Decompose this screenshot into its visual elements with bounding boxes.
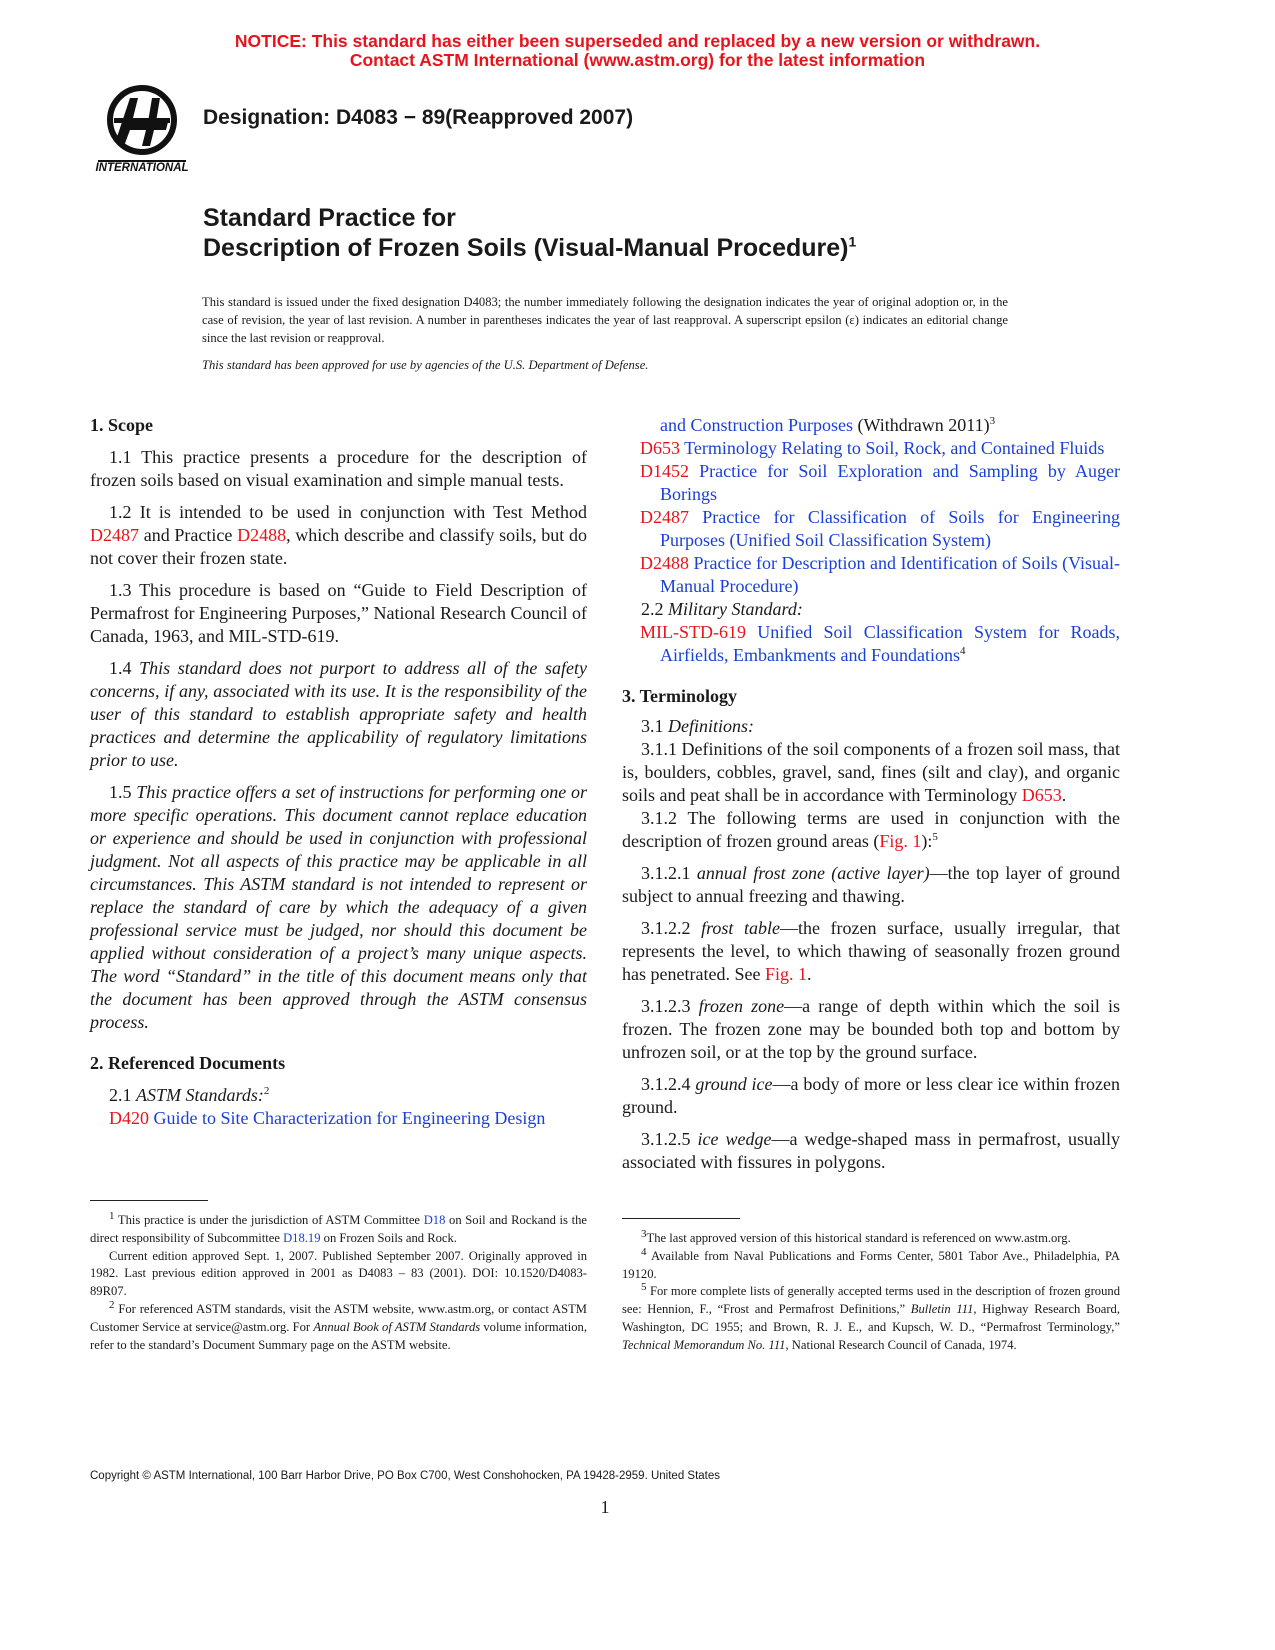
footnote-5-text-a: For more complete lists of generally accepted terms used in the description of frozen ground see: Hennion, F., “Frost and Permafrost Definitions,” [622,1284,1120,1317]
designation: Designation: D4083 − 89(Reapproved 2007) [203,106,634,129]
ref-item-title[interactable]: Practice for Description and Identification of Soils (Visual-Manual Procedure) [660,553,1120,596]
page-number: 1 [600,1497,610,1517]
para-3-1-2-2-text-b: . [806,964,812,984]
para-3-1-2-3 [622,995,1120,1064]
para-2-1 [90,1084,587,1107]
footnote-4-marker: 4 [641,1245,647,1258]
ref-item [622,460,1120,506]
para-3-1-2-4-text: —a body of more or less clear ice within frozen ground. [622,1074,1121,1117]
para-3-1-2-5-number: 3.1.2.5 [641,1129,698,1149]
footnote-1-text-c: on Frozen Soils and Rock. [320,1230,457,1245]
footnote-3-marker: 3 [641,1227,647,1240]
link-d18-19[interactable]: D18.19 [283,1230,321,1245]
term-frozen-zone: frozen zone [698,996,785,1016]
link-d18[interactable]: D18 [423,1213,446,1227]
footnote-5 [622,1283,1120,1354]
footnote-4 [622,1245,1120,1284]
title-line-1: Standard Practice for [203,204,456,232]
footnote-5-italic-1: Bulletin 111 [910,1302,974,1317]
para-3-1-2-text-b: ): [921,831,933,851]
footnote-1 [90,1209,587,1248]
astm-logo-icon [92,82,192,174]
notice-line-2: Contact ASTM International (www.astm.org) for the latest information [349,50,926,70]
footnote-1-edition: Current edition approved Sept. 1, 2007. Published September 2007. Originally approved in 1982. Last previous edition approved in 2001 as D4083 – 83 (2001). DOI: 10.1520/D4083-89R07. [90,1248,587,1299]
para-3-1-number: 3.1 [641,716,668,736]
para-1-2 [90,501,587,570]
ref-d420-footnote-ref[interactable]: 3 [989,415,996,427]
para-1-5 [90,781,587,1034]
para-1-4-text: This standard does not purport to address all of the safety concerns, if any, associated with its use. It is the responsibility of the user of this standard to establish appropriate safety and health practices and determine the applicability of regulatory limitations prior to use. [90,658,587,770]
ref-d420-code[interactable]: D420 [109,1108,149,1128]
footnote-5-text-c: , National Research Council of Canada, 1974. [785,1337,1017,1352]
footnote-4-text: Available from Naval Publications and Forms Center, 5801 Tabor Ave., Philadelphia, PA 19120. [622,1248,1120,1281]
footnote-rule-right [622,1218,740,1219]
title-line-2 [203,234,856,263]
para-1-2-text-b: and Practice [139,525,238,545]
term-ice-wedge: ice wedge [697,1129,772,1149]
para-3-1-2-footnote-ref[interactable]: 5 [932,831,938,843]
footnote-1-text-a: This practice is under the jurisdiction of ASTM Committee [114,1213,424,1227]
ref-mil-footnote-ref[interactable]: 4 [959,645,966,657]
dod-approval-note: This standard has been approved for use by agencies of the U.S. Department of Defense. [202,358,649,372]
copyright: Copyright © ASTM International, 100 Barr Harbor Drive, PO Box C700, West Conshohocken, PA 19428-2959. United States [90,1470,721,1482]
para-3-1-2-1 [622,862,1120,908]
footnote-5-marker: 5 [641,1281,647,1294]
para-3-1-2 [622,807,1120,853]
para-3-1-2-2-text-a: —the frozen surface, usually irregular, that represents the level, to which thawing of seasonally frozen ground has penetrated. See [622,918,1121,984]
ref-d420-continued [622,414,1120,437]
footnote-1-text-b: on Soil and Rockand is the direct responsibility of Subcommittee [90,1213,587,1245]
ref-mil-std-619 [622,621,1120,667]
terminology-heading: 3. Terminology [622,686,738,706]
para-3-1-2-1-number: 3.1.2.1 [641,863,697,883]
para-3-1-2-3-number: 3.1.2.3 [641,996,699,1016]
right-column [622,414,1120,1174]
para-1-5-number: 1.5 [109,782,137,802]
para-2-2 [622,598,1120,621]
para-1-2-text-c: , which describe and classify soils, but do not cover their frozen state. [90,525,588,568]
ref-item-code[interactable]: D2487 [640,507,689,527]
term-frost-table: frost table [701,918,780,938]
ref-item-code[interactable]: D2488 [640,553,689,573]
link-d2487[interactable]: D2487 [90,525,139,545]
footnote-5-italic-2: Technical Memorandum No. 111 [622,1337,786,1352]
para-1-1: 1.1 This practice presents a procedure for the description of frozen soils based on visual examination and simple manual tests. [90,447,587,490]
para-3-1-2-4-number: 3.1.2.4 [641,1074,696,1094]
para-3-1-text: Definitions: [668,716,754,736]
para-1-4 [90,657,587,772]
footnote-2-text-b: volume information, refer to the standard’s Document Summary page on the ASTM website. [90,1319,587,1352]
para-3-1-2-3-text: —a range of depth within which the soil is frozen. The frozen zone may be bounded both top and bottom by unfrozen soil, or at the top by the ground surface. [622,996,1120,1062]
ref-d420-title-cont[interactable]: and Construction Purposes [660,415,853,435]
para-2-1-text: ASTM Standards: [136,1085,264,1105]
ref-item-code[interactable]: D653 [640,438,680,458]
logo-word: INTERNATIONAL [95,162,189,174]
footnote-3-text: The last approved version of this historical standard is referenced on www.astm.org. [646,1231,1071,1245]
term-ground-ice: ground ice [695,1074,773,1094]
referenced-documents-heading: 2. Referenced Documents [90,1053,286,1073]
para-2-1-footnote-ref[interactable]: 2 [263,1085,270,1097]
ref-item-title[interactable]: Practice for Soil Exploration and Sampling by Auger Borings [660,461,1120,504]
para-3-1-2-2-number: 3.1.2.2 [641,918,702,938]
ref-d420 [90,1107,587,1130]
para-3-1-1 [622,738,1120,807]
ref-item-title[interactable]: Terminology Relating to Soil, Rock, and Contained Fluids [680,438,1105,458]
ref-item-title[interactable]: Practice for Classification of Soils for Engineering Purposes (Unified Soil Classification System) [660,507,1120,550]
ref-mil-std-619-code[interactable]: MIL-STD-619 [640,622,746,642]
footnote-2 [90,1298,587,1354]
scope-heading: 1. Scope [90,415,153,435]
ref-item [622,437,1120,460]
para-3-1-1-text-a: 3.1.1 Definitions of the soil components of a frozen soil mass, that is, boulders, cobbles, gravel, sand, fines (silt and clay), and organic soils and peat shall be in accordance with Terminology [622,739,1120,805]
para-3-1 [622,715,1120,738]
para-1-3: 1.3 This procedure is based on “Guide to Field Description of Permafrost for Engineering Purposes,” National Research Council of Canada, 1963, and MIL-STD-619. [90,580,587,646]
link-d653[interactable]: D653 [1021,785,1062,805]
ref-d420-withdrawn: (Withdrawn 2011) [853,415,990,435]
para-3-1-2-text-a: 3.1.2 The following terms are used in conjunction with the description of frozen ground areas ( [622,808,1120,851]
footnote-1-marker: 1 [109,1209,115,1222]
left-column [90,414,587,1130]
footnote-3 [622,1227,1120,1248]
para-1-4-number: 1.4 [109,658,140,678]
link-fig-1-b[interactable]: Fig. 1 [764,964,807,984]
link-fig-1[interactable]: Fig. 1 [879,831,922,851]
para-1-5-text: This practice offers a set of instructions for performing one or more specific operations. This document cannot replace education or experience and should be used in conjunction with professional judgment. Not all aspects of this practice may be applicable in all circumstances. This ASTM standard is not intended to represent or replace the standard of care by which the adequacy of a given professional service must be judged, nor should this document be applied without consideration of a project’s many unique aspects. The word “Standard” in the title of this document means only that the document has been approved through the ASTM consensus process. [90,782,588,1032]
footnote-rule-left [90,1200,208,1201]
term-annual-frost-zone: annual frost zone (active layer) [696,863,930,883]
notice-banner [0,32,1275,70]
intro-paragraph: This standard is issued under the fixed designation D4083; the number immediately following the designation indicates the year of original adoption or, in the case of revision, the year of last revision. A number in parentheses indicates the year of last reapproval. A superscript epsilon (ε) indicates an editorial change since the last revision or reapproval. [202,295,1008,345]
link-d2488[interactable]: D2488 [237,525,287,545]
astm-logo [92,82,192,174]
ref-item [622,506,1120,552]
reference-list [622,437,1120,598]
footnote-5-text-b: , Highway Research Board, Washington, DC 1955; and Brown, R. J. E., and Kupsch, W. D., “Permafrost Terminology,” [622,1302,1120,1334]
footnote-2-italic: Annual Book of ASTM Standards [313,1319,481,1334]
para-2-1-number: 2.1 [109,1085,136,1105]
ref-item [622,552,1120,598]
para-3-1-2-2 [622,917,1120,986]
footnote-2-text-a: For referenced ASTM standards, visit the ASTM website, www.astm.org, or contact ASTM Customer Service at service@astm.org. For [90,1301,587,1334]
ref-mil-std-619-title[interactable]: Unified Soil Classification System for Roads, Airfields, Embankments and Foundations [660,622,1120,665]
title-footnote-ref[interactable]: 1 [848,233,857,250]
notice-line-1: NOTICE: This standard has either been superseded and replaced by a new version or withdrawn. [234,31,1041,51]
para-2-2-text: Military Standard: [668,599,803,619]
para-1-2-text-a: 1.2 It is intended to be used in conjunction with Test Method [109,502,587,522]
footnote-2-marker: 2 [109,1298,115,1311]
para-3-1-2-5-text: —a wedge-shaped mass in permafrost, usually associated with fissures in polygons. [622,1129,1120,1172]
ref-item-code[interactable]: D1452 [640,461,689,481]
para-3-1-2-4 [622,1073,1120,1119]
para-3-1-2-5 [622,1128,1120,1174]
para-3-1-1-text-b: . [1061,785,1067,805]
title-main: Description of Frozen Soils (Visual-Manual Procedure) [203,234,849,262]
para-3-1-2-1-text: —the top layer of ground subject to annual freezing and thawing. [622,863,1121,906]
footnotes-left [90,1209,587,1354]
para-2-2-number: 2.2 [641,599,668,619]
ref-d420-title[interactable]: Guide to Site Characterization for Engineering Design [149,1108,546,1128]
footnotes-right [622,1227,1120,1355]
